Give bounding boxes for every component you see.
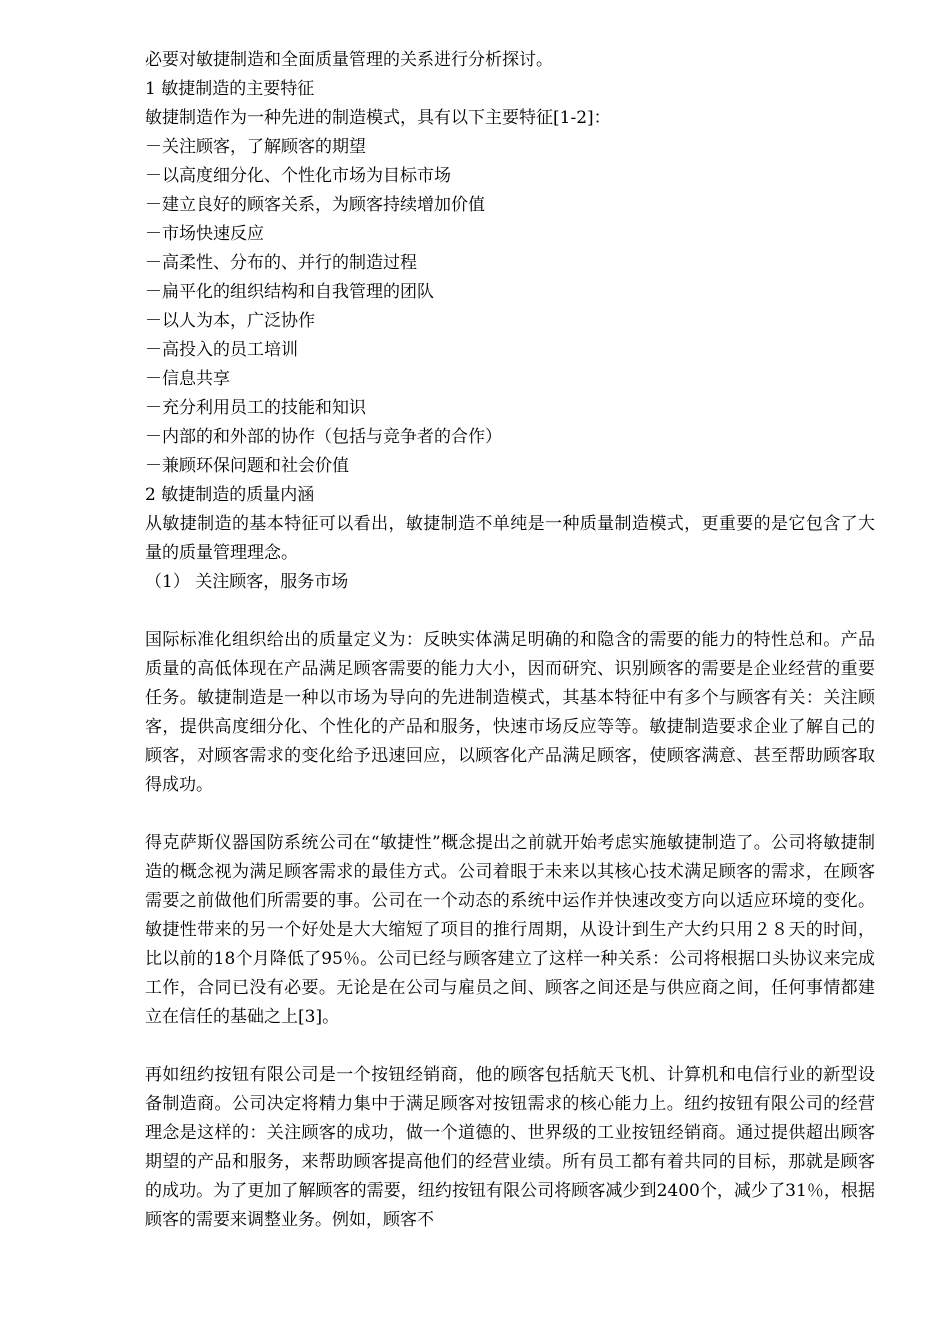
feature-item: －信息共享 [145,369,230,389]
feature-item: －关注顾客，了解顾客的期望 [145,137,366,157]
section-heading-1: 1 敏捷制造的主要特征 [145,79,315,99]
feature-item: －兼顾环保问题和社会价值 [145,456,349,476]
paragraph-gap [145,597,875,626]
feature-item: －内部的和外部的协作（包括与竞争者的合作） [145,427,502,447]
feature-item: －建立良好的顾客关系，为顾客持续增加价值 [145,195,485,215]
feature-item: －高投入的员工培训 [145,340,298,360]
feature-item: －以人为本，广泛协作 [145,311,315,331]
intro-line: 必要对敏捷制造和全面质量管理的关系进行分析探讨。 [145,50,553,70]
feature-item: －扁平化的组织结构和自我管理的团队 [145,282,434,302]
feature-item: －以高度细分化、个性化市场为目标市场 [145,166,451,186]
section-heading-2: 2 敏捷制造的质量内涵 [145,485,315,505]
section-lead-1: 敏捷制造作为一种先进的制造模式，具有以下主要特征[1-2]： [145,108,611,128]
feature-list [145,133,875,481]
feature-item: －充分利用员工的技能和知识 [145,398,366,418]
paragraph-iso-quality: 国际标准化组织给出的质量定义为：反映实体满足明确的和隐含的需要的能力的特性总和。产品质量的高低体现在产品满足顾客需要的能力大小，因而研究、识别顾客的需要是企业经营的重要任务。敏捷制造是一种以市场为导向的先进制造模式，其基本特征中有多个与顾客有关：关注顾客，提供高度细分化、个性化的产品和服务，快速市场反应等等。敏捷制造要求企业了解自己的顾客，对顾客需求的变化给予迅速回应，以顾客化产品满足顾客，使顾客满意、甚至帮助顾客取得成功。 [145,630,875,795]
paragraph-new-york-button: 再如纽约按钮有限公司是一个按钮经销商，他的顾客包括航天飞机、计算机和电信行业的新型设备制造商。公司决定将精力集中于满足顾客对按钮需求的核心能力上。纽约按钮有限公司的经营理念是这样的：关注顾客的成功，做一个道德的、世界级的工业按钮经销商。通过提供超出顾客期望的产品和服务，来帮助顾客提高他们的经营业绩。所有员工都有着共同的目标，那就是顾客的成功。为了更加了解顾客的需要，纽约按钮有限公司将顾客减少到2400个，减少了31％，根据顾客的需要来调整业务。例如，顾客不 [145,1065,875,1230]
feature-item: －高柔性、分布的、并行的制造过程 [145,253,417,273]
paragraph-texas-instruments: 得克萨斯仪器国防系统公司在“敏捷性”概念提出之前就开始考虑实施敏捷制造了。公司将敏捷制造的概念视为满足顾客需求的最佳方式。公司着眼于未来以其核心技术满足顾客的需求，在顾客需要之前做他们所需要的事。公司在一个动态的系统中运作并快速改变方向以适应环境的变化。敏捷性带来的另一个好处是大大缩短了项目的推行周期，从设计到生产大约只用２８天的时间，比以前的18个月降低了95％。公司已经与顾客建立了这样一种关系：公司将根据口头协议来完成工作，合同已没有必要。无论是在公司与雇员之间、顾客之间还是与供应商之间，任何事情都建立在信任的基础之上[3]。 [145,833,875,1027]
paragraph-gap [145,800,875,829]
document-page [145,46,875,1235]
subheading-1: （1） 关注顾客，服务市场 [145,572,349,592]
section-paragraph-2: 从敏捷制造的基本特征可以看出，敏捷制造不单纯是一种质量制造模式，更重要的是它包含了大量的质量管理理念。 [145,514,875,563]
feature-item: －市场快速反应 [145,224,264,244]
paragraph-gap [145,1032,875,1061]
